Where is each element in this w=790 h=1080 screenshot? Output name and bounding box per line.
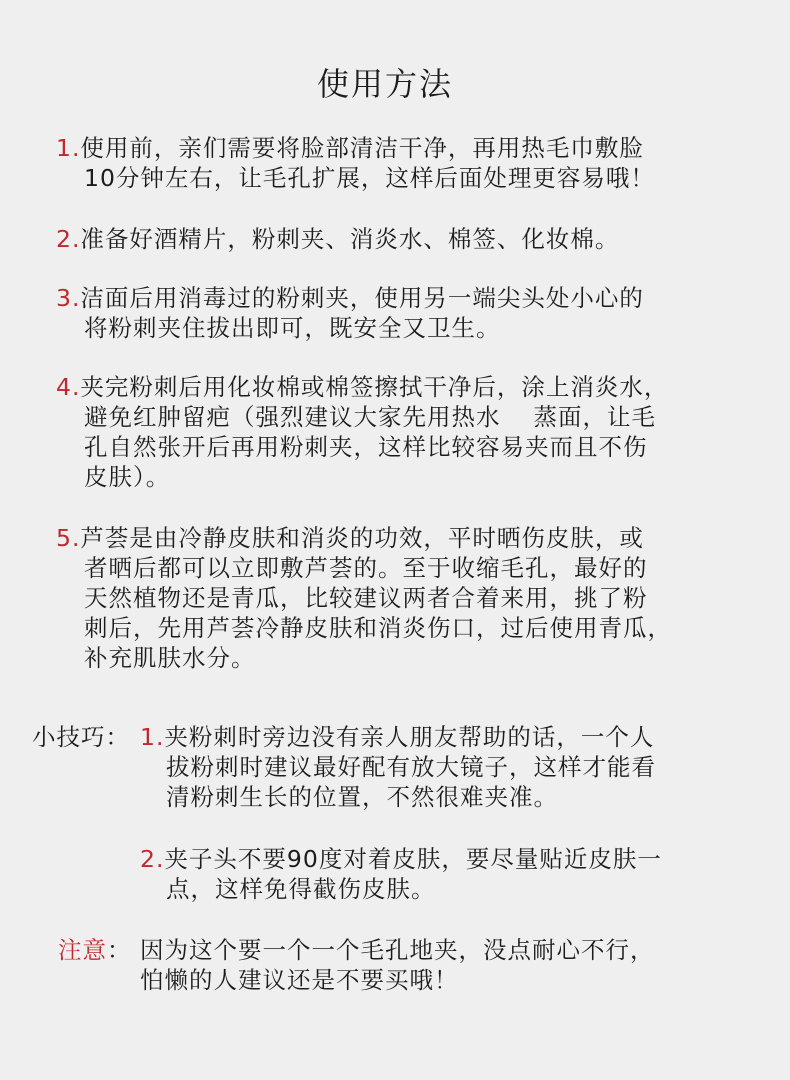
tip-line [140,844,760,874]
step-line [56,372,761,402]
step-1 [56,133,761,193]
note-label-colon: ： [107,936,132,964]
step-text: 10分钟左右，让毛孔扩展，这样后面处理更容易哦！ [84,164,655,192]
tip-line [140,722,760,752]
step-text: 使用前，亲们需要将脸部清洁干净，再用热毛巾敷脸 [80,134,644,162]
tip-text: 点，这样免得截伤皮肤。 [166,875,436,903]
step-number: 1. [56,134,81,162]
tip-text: 清粉刺生长的位置，不然很难夹准。 [166,783,558,811]
step-text: 补充肌肤水分。 [84,644,256,672]
step-text: 避免红肿留疤（强烈建议大家先用热水 蒸面，让毛 [84,403,656,431]
step-text: 将粉刺夹住拔出即可，既安全又卫生。 [84,314,501,342]
step-text: 刺后，先用芦荟冷静皮肤和消炎伤口，过后使用青瓜， [84,614,672,642]
step-number: 3. [56,284,81,312]
step-text: 洁面后用消毒过的粉刺夹，使用另一端尖头处小心的 [80,284,644,312]
step-4 [56,372,761,492]
note [140,935,760,995]
tip-text: 夹子头不要90度对着皮肤，要尽量贴近皮肤一 [164,845,662,873]
step-line [56,283,761,313]
step-text: 夹完粉刺后用化妆棉或棉签擦拭干净后，涂上消炎水， [80,373,669,401]
note-text: 因为这个要一个一个毛孔地夹，没点耐心不行， [140,936,655,964]
note-label-text: 注意 [58,936,107,964]
step-line [56,224,761,254]
step-text: 芦荟是由冷静皮肤和消炎的功效，平时晒伤皮肤，或 [80,524,644,552]
tip-number: 1. [140,723,165,751]
tip-1 [140,722,760,812]
step-text: 天然植物还是青瓜，比较建议两者合着来用，挑了粉 [84,584,648,612]
step-2 [56,224,761,254]
page-title: 使用方法 [316,65,453,103]
note-text: 怕懒的人建议还是不要买哦！ [140,966,459,994]
step-number: 4. [56,373,81,401]
step-line [56,133,761,163]
step-text: 孔自然张开后再用粉刺夹，这样比较容易夹而且不伤 [84,433,648,461]
step-line [56,523,761,553]
step-number: 2. [56,225,81,253]
tip-text: 夹粉刺时旁边没有亲人朋友帮助的话，一个人 [164,723,655,751]
note-label [58,935,132,965]
step-5 [56,523,761,673]
tip-text: 拔粉刺时建议最好配有放大镜子，这样才能看 [166,753,656,781]
step-3 [56,283,761,343]
tip-2 [140,844,760,904]
step-text: 准备好酒精片，粉刺夹、消炎水、棉签、化妆棉。 [80,225,620,253]
tips-label: 小技巧： [32,723,130,751]
step-text: 者晒后都可以立即敷芦荟的。至于收缩毛孔，最好的 [84,554,648,582]
step-number: 5. [56,524,81,552]
tip-number: 2. [140,845,165,873]
step-text: 皮肤）。 [84,463,171,491]
